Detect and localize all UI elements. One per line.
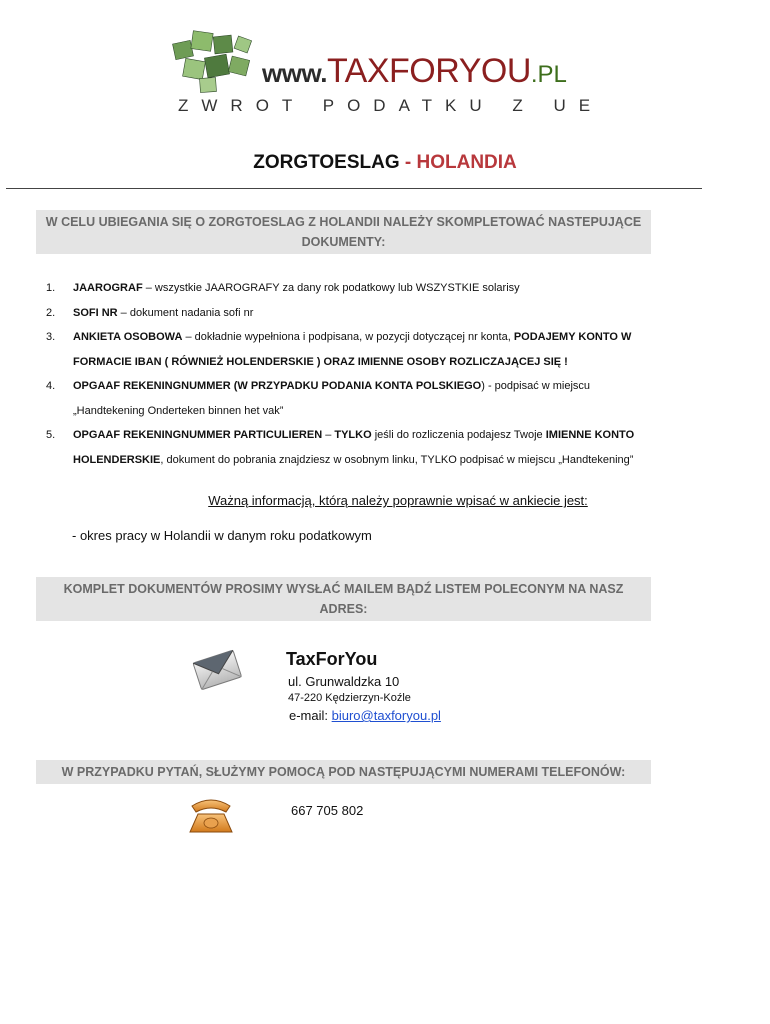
required-documents-heading-line2: DOKUMENTY:	[301, 235, 386, 249]
list-item-emphasis: PODAJEMY KONTO W	[513, 331, 632, 343]
list-item-emphasis: IMIENNE KONTO	[545, 429, 635, 441]
list-item-title: OPGAAF REKENINGNUMMER PARTICULIEREN	[73, 429, 323, 441]
list-item-continuation: „Handtekening Onderteken binnen het vak”	[73, 404, 284, 417]
list-item-text: – dokument nadania sofi nr	[117, 306, 254, 319]
title-separator: -	[404, 152, 412, 173]
list-item-emphasis: HOLENDERSKIE	[73, 453, 161, 466]
title-divider	[6, 188, 702, 189]
logo-tld: .PL	[530, 61, 567, 88]
list-item-number: 3.	[46, 331, 56, 343]
list-item-title: OPGAAF REKENINGNUMMER (W PRZYPADKU PODANIA KONTA POLSKIEGO	[73, 380, 482, 392]
telephone-icon	[186, 794, 236, 836]
logo-tagline: ZWROT PODATKU Z UE	[178, 96, 604, 115]
list-item-text: –	[322, 429, 335, 441]
list-item-number: 5.	[46, 429, 56, 441]
company-street: ul. Grunwaldzka 10	[288, 674, 400, 689]
list-item-number: 2.	[46, 306, 56, 319]
list-item-title: SOFI NR	[73, 306, 118, 319]
company-name: TaxForYou	[286, 649, 378, 669]
phone-number: 667 705 802	[291, 803, 364, 818]
list-item-title: JAAROGRAF	[73, 282, 143, 294]
list-item	[46, 301, 746, 326]
email-link[interactable]: biuro@taxforyou.pl	[331, 708, 441, 723]
list-item-text: – dokładnie wypełniona i podpisana, w pozycji dotyczącej nr konta,	[182, 331, 514, 343]
list-item-text: – wszystkie JAAROGRAFY za dany rok podatkowy lub WSZYSTKIE solarisy	[142, 282, 520, 294]
email-label: e-mail:	[289, 708, 332, 723]
list-item-number: 1.	[46, 282, 56, 294]
list-item-continuation	[46, 448, 746, 473]
company-email	[289, 708, 441, 723]
list-item	[46, 325, 746, 350]
send-documents-heading	[36, 577, 651, 621]
logo-cubes-icon	[170, 28, 270, 98]
company-city: 47-220 Kędzierzyn-Koźle	[288, 692, 411, 704]
logo-brand: TAXFORYOU	[326, 52, 531, 90]
title-country: HOLANDIA	[416, 152, 517, 173]
logo-www: www.	[262, 58, 327, 88]
send-documents-heading-line1: KOMPLET DOKUMENTÓW PROSIMY WYSŁAĆ MAILEM BĄDŹ LISTEM POLECONYM NA NASZ	[63, 582, 624, 596]
list-item-text: jeśli do rozliczenia podajesz Twoje	[371, 429, 546, 441]
list-item-emphasis: FORMACIE IBAN ( RÓWNIEŻ HOLENDERSKIE ) ORAZ IMIENNE OSOBY ROZLICZAJĄCEJ SIĘ !	[73, 355, 568, 368]
list-item-number: 4.	[46, 380, 56, 392]
required-documents-heading-line1: W CELU UBIEGANIA SIĘ O ZORGTOESLAG Z HOLANDII NALEŻY SKOMPLETOWAĆ NASTEPUJĄCE	[45, 215, 642, 229]
list-item	[46, 276, 746, 301]
required-documents-heading	[36, 210, 651, 254]
list-item-emphasis: TYLKO	[334, 429, 372, 441]
list-item-text: ) - podpisać w miejscu	[481, 380, 591, 392]
list-item	[46, 423, 746, 448]
documents-list	[46, 276, 746, 472]
phones-heading: W PRZYPADKU PYTAŃ, SŁUŻYMY POMOCĄ POD NASTĘPUJĄCYMI NUMERAMI TELEFONÓW:	[36, 760, 651, 784]
list-item-continuation	[46, 350, 746, 375]
send-documents-heading-line2: ADRES:	[319, 602, 368, 616]
page-title	[0, 152, 770, 174]
list-item-title: ANKIETA OSOBOWA	[73, 331, 183, 343]
list-item-text: , dokument do pobrania znajdziesz w osobnym linku, TYLKO podpisać w miejscu „Handtekening”	[160, 453, 634, 466]
list-item	[46, 374, 746, 399]
envelope-icon	[192, 646, 242, 692]
important-note: Ważną informacją, którą należy poprawnie wpisać w ankiecie jest:	[208, 493, 588, 508]
title-main: ZORGTOESLAG	[253, 152, 400, 173]
work-period-note: - okres pracy w Holandii w danym roku podatkowym	[72, 528, 372, 543]
site-logo	[262, 52, 567, 91]
